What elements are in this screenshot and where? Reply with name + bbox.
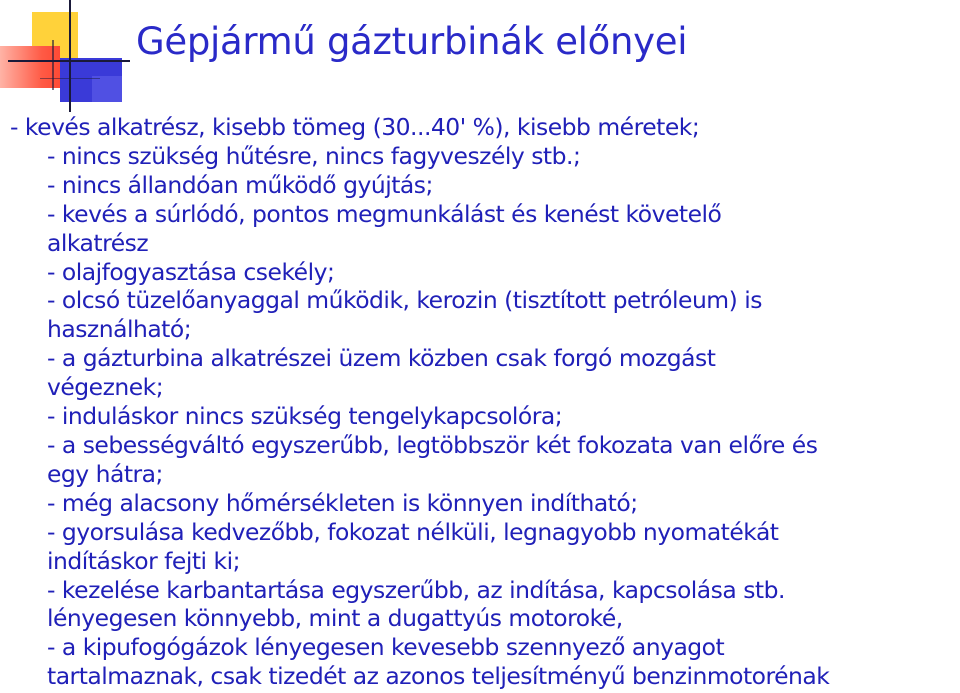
text-line: indításkor fejti ki; [47,546,240,575]
text-line: - nincs állandóan működő gyújtás; [47,170,433,199]
text-line: - kevés alkatrész, kisebb tömeg (30...40' %), kisebb méretek; [10,113,700,141]
text-line: - olajfogyasztása csekély; [47,257,335,286]
text-line: - a sebességváltó egyszerűbb, legtöbbször két fokozata van előre és [47,430,818,459]
blue-accent-shape [92,76,122,102]
advantages-list [10,113,960,691]
text-line: - olcsó tüzelőanyaggal működik, kerozin (tisztított petróleum) is [47,286,762,315]
slide-title: Gépjármű gázturbinák előnyei [136,20,688,63]
vertical-line [69,0,71,112]
text-line: lényegesen könnyebb, mint a dugattyús motoroké, [47,604,623,633]
text-line: használható; [47,315,192,344]
vertical-line-thin [52,40,54,90]
horizontal-line-thin [40,78,100,79]
text-line: egy hátra; [47,459,163,488]
text-line: - kezelése karbantartása egyszerűbb, az indítása, kapcsolása stb. [47,575,785,604]
text-line: - nincs szükség hűtésre, nincs fagyveszély stb.; [47,141,581,170]
text-line: - kevés a súrlódó, pontos megmunkálást és kenést követelő [47,199,722,228]
text-line: - a gázturbina alkatrészei üzem közben csak forgó mozgást [47,344,716,373]
text-line: alkatrész [47,228,149,257]
red-square-shape [0,46,60,88]
text-line: végeznek; [47,373,164,402]
text-line: - induláskor nincs szükség tengelykapcsolóra; [47,402,563,431]
text-line: - még alacsony hőmérsékleten is könnyen indítható; [47,488,638,517]
text-line: - a kipufogógázok lényegesen kevesebb szennyező anyagot [47,633,725,662]
text-line: - gyorsulása kedvezőbb, fokozat nélküli, legnagyobb nyomatékát [47,517,779,546]
horizontal-line [8,60,130,62]
text-line: tartalmaznak, csak tizedét az azonos teljesítményű benzinmotorénak [47,662,830,691]
